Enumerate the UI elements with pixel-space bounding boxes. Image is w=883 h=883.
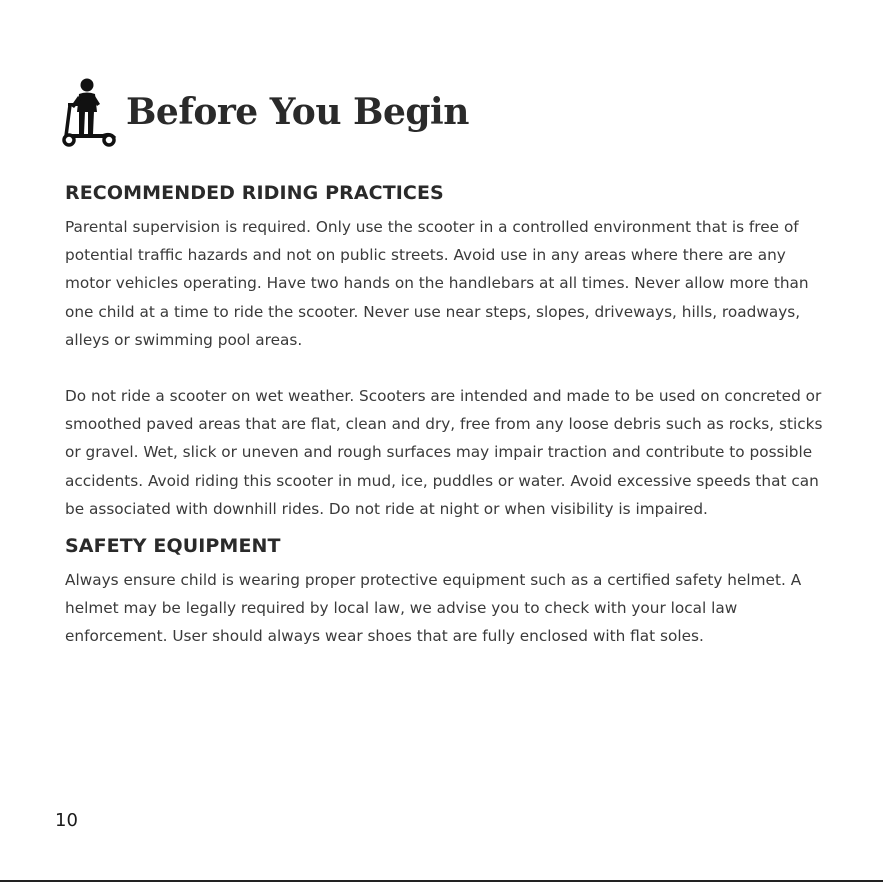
- section-heading-safety-equipment: SAFETY EQUIPMENT: [65, 535, 281, 558]
- page-header: [62, 76, 469, 148]
- page-title: Before You Begin: [126, 91, 469, 133]
- page-number: 10: [55, 810, 78, 831]
- paragraph-weather: Do not ride a scooter on wet weather. Scooters are intended and made to be used on concreted or smoothed paved areas that are flat, clean and dry, free from any loose debris such as rocks, sticks or gravel. Wet, slick or uneven and rough surfaces may impair traction and contribute to possible accidents. Avoid riding this scooter in mud, ice, puddles or water. Avoid excessive speeds that can be associated with downhill rides. Do not ride at night or when visibility is impaired.: [65, 387, 823, 518]
- paragraph-safety-equipment: Always ensure child is wearing proper protective equipment such as a certified safety helmet. A helmet may be legally required by local law, we advise you to check with your local law enforcement. User should always wear shoes that are fully enclosed with flat soles.: [65, 571, 802, 646]
- bottom-divider: [0, 880, 883, 882]
- page-content: [65, 178, 825, 651]
- section-heading-riding-practices: RECOMMENDED RIDING PRACTICES: [65, 182, 444, 204]
- paragraph-supervision: Parental supervision is required. Only use the scooter in a controlled environment that is free of potential traffic hazards and not on public streets. Avoid use in any areas where there are any motor vehicles operating. Have two hands on the handlebars at all times. Never allow more than one child at a time to ride the scooter. Never use near steps, slopes, driveways, hills, roadways, alleys or swimming pool areas.: [65, 218, 809, 349]
- child-on-scooter-icon: [62, 76, 118, 148]
